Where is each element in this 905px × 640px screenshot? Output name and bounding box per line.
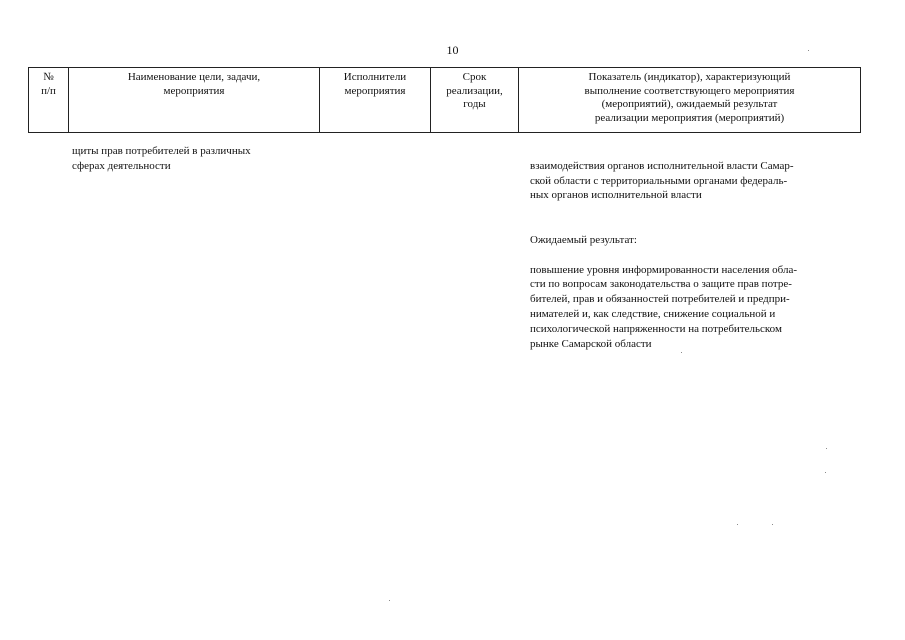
scan-speck: [389, 600, 390, 601]
scan-speck: [825, 472, 826, 473]
scan-speck: [808, 50, 809, 51]
header-name: Наименование цели, задачи, мероприятия: [69, 68, 320, 133]
scan-speck: [737, 524, 738, 525]
page-number: 10: [446, 43, 459, 57]
expected-result-text: повышение уровня информированности населения обла- сти по вопросам законодательства о защите прав потре- бителей, прав и обязанностей потребителей и предпри- нимателей и, как следствие, снижение социальной и психологической напряженности на потребительском рынке Самарской области: [530, 263, 797, 350]
scan-speck: [772, 524, 773, 525]
scan-speck: [681, 352, 682, 353]
table-header: [28, 67, 861, 133]
header-term: Срок реализации, годы: [431, 68, 519, 133]
header-row: [29, 68, 861, 133]
header-indicator: Показатель (индикатор), характеризующий выполнение соответствующего мероприятия (мероприятий), ожидаемый результат реализации мероприятия (мероприятий): [519, 68, 861, 133]
indicator-text: взаимодействия органов исполнительной власти Самар- ской области с территориальными органами федераль- ных органов исполнительной власти: [530, 159, 794, 202]
expected-result-label: Ожидаемый результат:: [530, 233, 637, 246]
header-executors: Исполнители мероприятия: [320, 68, 431, 133]
scan-speck: [826, 448, 827, 449]
row-name-cell: щиты прав потребителей в различных сферах деятельности: [72, 145, 251, 172]
header-number: № п/п: [29, 68, 69, 133]
row-indicator-cell: [530, 144, 857, 366]
